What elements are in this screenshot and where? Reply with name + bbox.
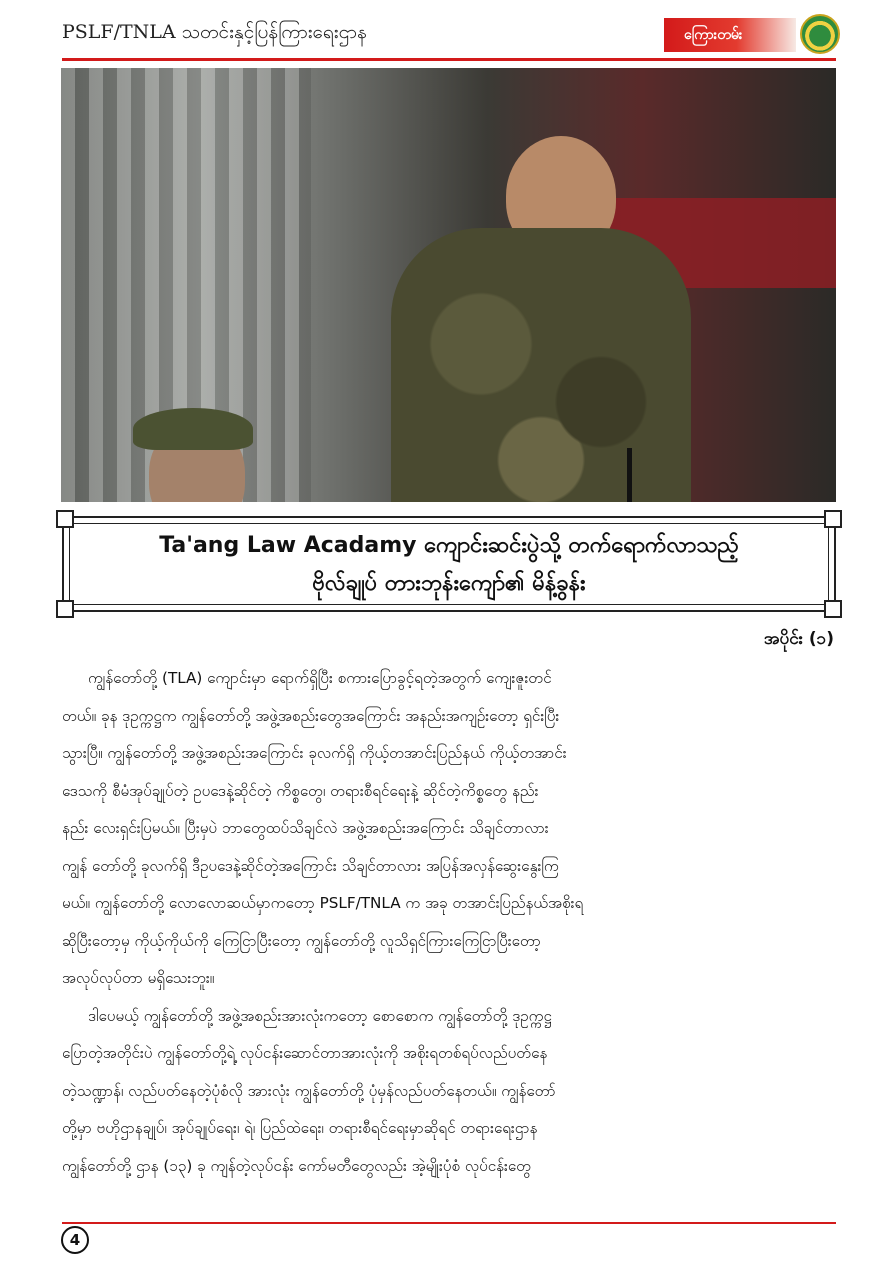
paragraph-1 [62,660,836,998]
part-label: အပိုင်း (၁) [763,629,834,649]
ornament-corner [56,600,74,618]
text-line: တဲ့သဏ္ဍာန်၊ လည်ပတ်နေတဲ့ပုံစံလို အားလုံး ကျွန်တော်တို့ ပုံမှန်လည်ပတ်နေတယ်။ ကျွန်တော် [62,1081,556,1100]
text-line: မယ်။ ကျွန်တော်တို့ လောလောဆယ်မှာကတော့ PSLF/TNLA က အခု တအာင်းပြည်နယ်အစိုးရ [62,894,584,912]
section-badge: ကြေားတမ်း [664,18,796,52]
text-line: အလုပ်လုပ်တာ မရှိသေးဘူး။ [62,969,215,987]
text-line: ပြောတဲ့အတိုင်းပဲ ကျွန်တော်တို့ရဲ့ လုပ်ငန်းဆောင်တာအားလုံးကို အစိုးရတစ်ရပ်လည်ပတ်နေ [62,1044,548,1062]
text-line: ဆိုပြီးတော့မှ ကိုယ့်ကိုယ်ကို ကြေငြာပြီးတော့ ကျွန်တော်တို့ လူသိရှင်ကြားကြေငြာပြီးတော့ [62,931,541,950]
text-line: နည်း လေးရှင်းပြမယ်။ ပြီးမှပဲ ဘာတွေထပ်သိချင်လဲ အဖွဲ့အစည်းအကြောင်း သိချင်တာလား [62,819,549,837]
article-title-line-2: ဗိုလ်ချုပ် တားဘုန်းကျော်၏ မိန့်ခွန်း [312,571,586,596]
microphone [627,448,632,502]
publication-title: PSLF/TNLA သတင်းနှင့်ပြန်ကြားရေးဌာန [62,21,367,43]
page-header [0,0,896,62]
text-line: ကျွန်တော်တို့ ဌာန (၁၃) ခု ကျန်တဲ့လုပ်ငန်း ကော်မတီတွေလည်း အဲ့မျိုးပုံစံ လုပ်ငန်းတွေ [62,1156,531,1175]
elder-man-cap [133,408,253,450]
article-photo [61,68,836,502]
ornament-corner [824,600,842,618]
paragraph-2 [62,998,836,1186]
text-line: တယ်။ ခုန ဒုဥက္ကဋ္ဌက ကျွန်တော်တို့ အဖွဲ့အစည်းတွေအကြောင်း အနည်းအကျဉ်းတော့ ရှင်းပြီး [62,706,560,725]
text-line: ကျွန်တော်တို့ (TLA) ကျောင်းမှာ ရောက်ရှိပြီး စကားပြောခွင့်ရတဲ့အတွက် ကျေးဇူးတင် [88,669,552,687]
text-line: တို့မှာ ဗဟိုဌာနချုပ်၊ အုပ်ချုပ်ရေး၊ ရဲ၊ ပြည်ထဲရေး၊ တရားစီရင်ရေးမှာဆိုရင် တရားရေးဌာန [62,1119,538,1137]
text-line: သွားပြီ။ ကျွန်တော်တို့ အဖွဲ့အစည်းအကြောင်း ခုလက်ရှိ ကိုယ့်တအာင်းပြည်နယ် ကိုယ့်တအာင်း [62,744,567,762]
organization-logo [800,14,840,54]
article-body [62,660,836,1185]
article-title-line-1: Ta'ang Law Acadamy ကျောင်းဆင်းပွဲသို့ တက်ရောက်လာသည့် [159,533,739,558]
article-title-box [62,516,836,612]
page-number: 4 [61,1226,89,1254]
ornament-corner [824,510,842,528]
officer-uniform [391,228,691,502]
header-divider [62,58,836,61]
ornament-corner [56,510,74,528]
text-line: ဒေသကို စီမံအုပ်ချုပ်တဲ့ ဥပဒေနဲ့ဆိုင်တဲ့ ကိစ္စတွေ၊ တရားစီရင်ရေးနဲ့ ဆိုင်တဲ့ကိစ္စတွေ နည်း [62,781,539,800]
text-line: ကျွန် တော်တို့ ခုလက်ရှိ ဒီဥပဒေနဲ့ဆိုင်တဲ့အကြောင်း သိချင်တာလား အပြန်အလှန်ဆွေးနွေးကြ [62,856,559,875]
text-line: ဒါပေမယ့် ကျွန်တော်တို့ အဖွဲ့အစည်းအားလုံးကတော့ စောစောက ကျွန်တော်တို့ ဒုဥက္ကဋ္ဌ [88,1006,552,1025]
footer-divider [62,1222,836,1224]
